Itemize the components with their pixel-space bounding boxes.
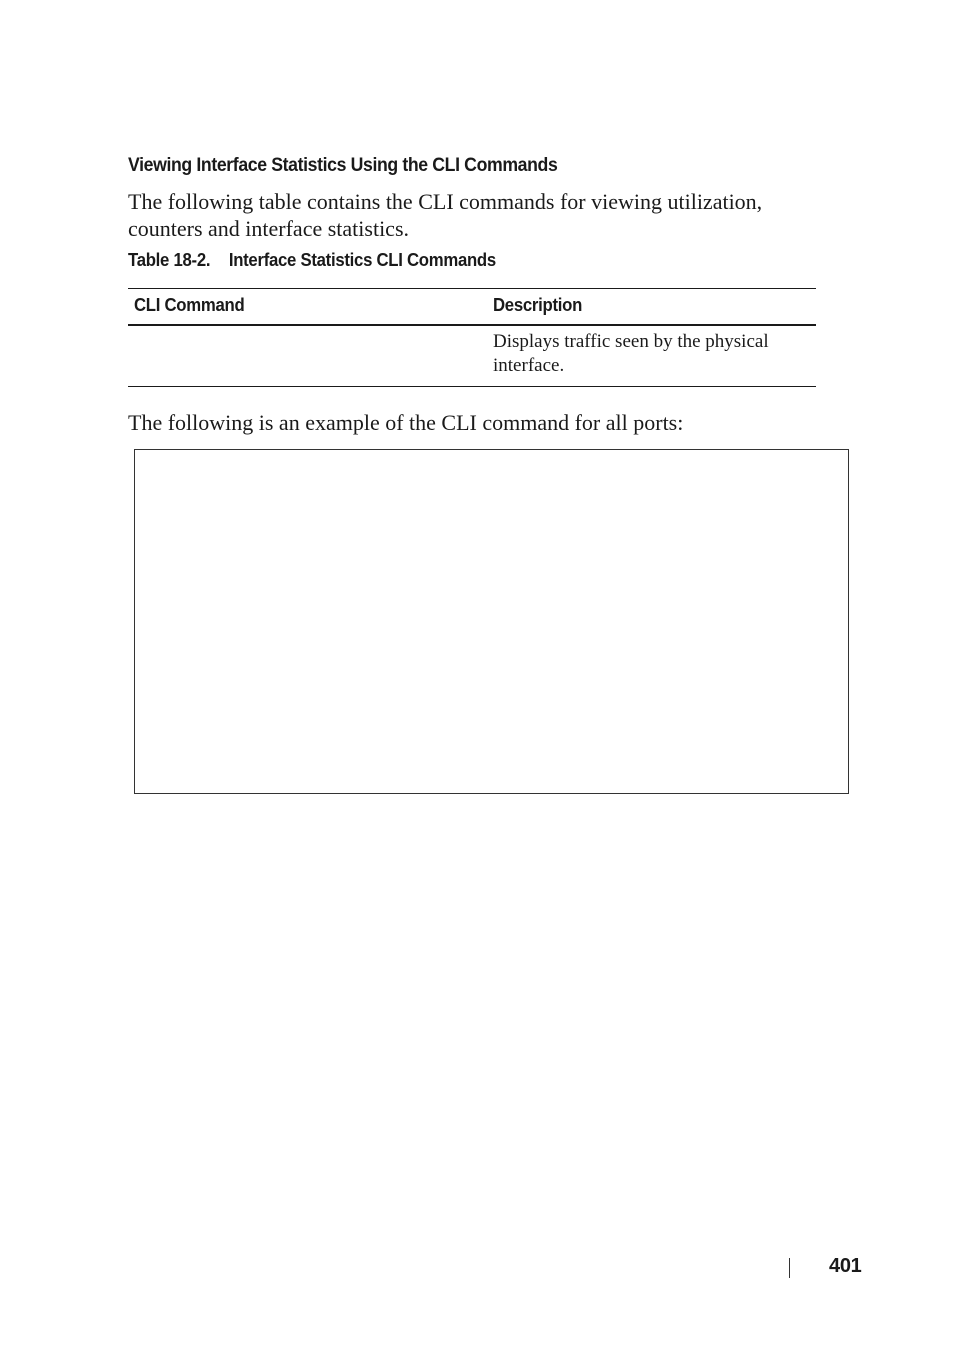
cell-cli-command [128,325,493,387]
table-caption-label: Table 18-2. [128,250,211,270]
example-intro: The following is an example of the CLI command for all ports: [128,410,684,435]
page-number: 401 [829,1255,862,1277]
cell-description: Displays traffic seen by the physical interface. [493,325,816,387]
table-caption [128,250,496,271]
section-heading: Viewing Interface Statistics Using the CLI Commands [128,155,558,176]
cli-example-box [134,449,849,794]
header-cli-command: CLI Command [128,289,493,326]
footer-divider [789,1258,790,1278]
table-caption-title: Interface Statistics CLI Commands [228,250,496,270]
cli-commands-table [128,288,816,387]
intro-paragraph: The following table contains the CLI commands for viewing utilization, counters and interface statistics. [128,189,763,241]
table-row [128,325,816,387]
header-description: Description [493,289,816,326]
table-header-row [128,289,816,326]
